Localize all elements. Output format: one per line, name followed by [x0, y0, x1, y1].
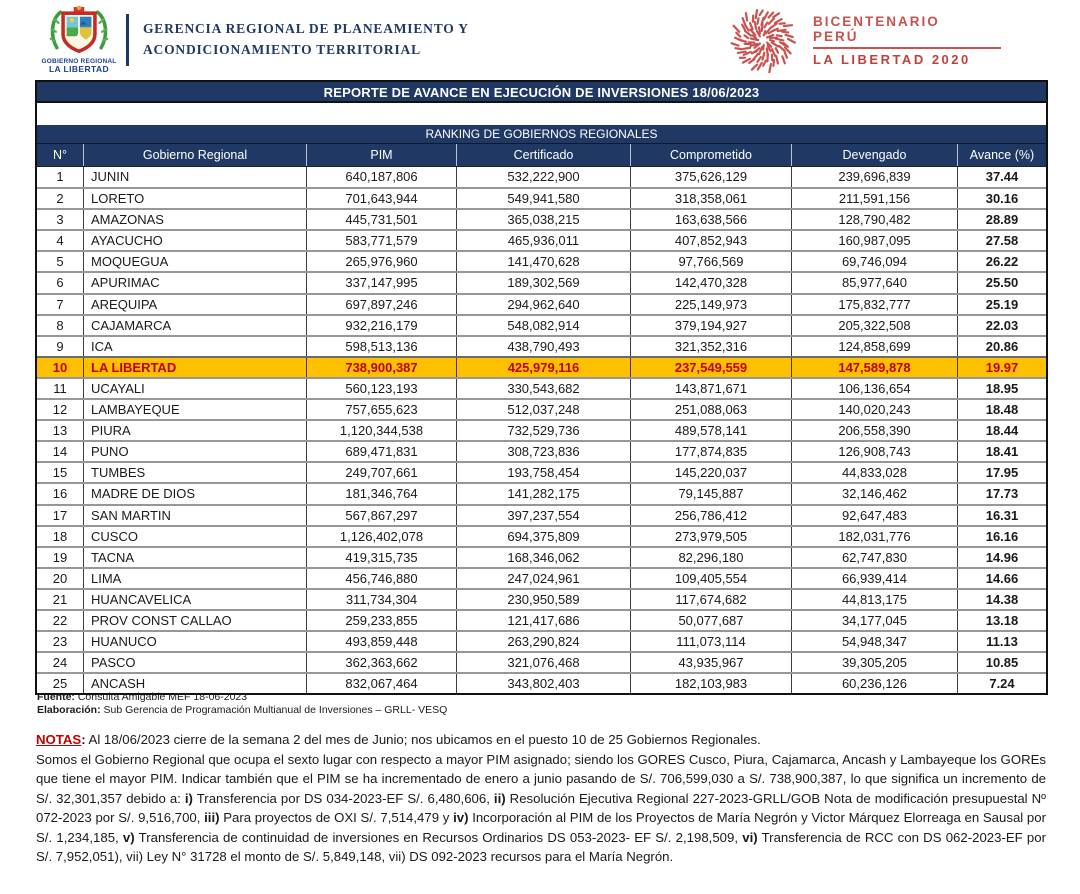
cell-certificado: 263,290,824 [456, 632, 630, 651]
column-header-3: Certificado [456, 144, 630, 166]
cell-rank: 8 [56, 317, 64, 333]
notes-text-segment: Transferencia por DS 034-2023-EF S/. 6,480,606, [192, 790, 494, 806]
cell-pim: 362,363,662 [306, 653, 456, 672]
cell-comprometido: 407,852,943 [630, 231, 791, 250]
cell-avance: 17.73 [957, 484, 1046, 503]
cell-pim: 249,707,661 [306, 463, 456, 482]
cell-region: UCAYALI [83, 379, 306, 398]
cell-pim: 697,897,246 [306, 295, 456, 314]
cell-devengado: 44,833,028 [791, 463, 957, 482]
cell-comprometido: 163,638,566 [630, 210, 791, 229]
table-row [37, 440, 1046, 461]
cell-rank: 15 [52, 465, 68, 481]
cell-avance: 14.66 [957, 569, 1046, 588]
cell-region: LA LIBERTAD [83, 358, 306, 377]
cell-comprometido: 182,103,983 [630, 674, 791, 693]
cell-devengado: 182,031,776 [791, 527, 957, 546]
cell-pim: 738,900,387 [306, 358, 456, 377]
cell-certificado: 532,222,900 [456, 167, 630, 187]
fuente-label: Fuente: [37, 691, 75, 703]
cell-rank: 2 [56, 191, 64, 207]
notes-bold-marker: iv) [453, 810, 469, 825]
column-header-5: Devengado [791, 144, 957, 166]
cell-region: PASCO [83, 653, 306, 672]
cell-region: TACNA [83, 548, 306, 567]
elaboracion-line [37, 704, 447, 717]
cell-pim: 181,346,764 [306, 484, 456, 503]
cell-rank: 12 [52, 402, 68, 418]
cell-rank: 17 [52, 507, 68, 523]
cell-certificado: 365,038,215 [456, 210, 630, 229]
table-row [37, 525, 1046, 546]
cell-region: HUANCAVELICA [83, 590, 306, 609]
cell-pim: 337,147,995 [306, 273, 456, 292]
cell-devengado: 54,948,347 [791, 632, 957, 651]
cell-comprometido: 251,088,063 [630, 400, 791, 419]
notes-line1 [36, 730, 1046, 750]
table-row [37, 630, 1046, 651]
cell-region: LORETO [83, 189, 306, 208]
cell-certificado: 193,758,454 [456, 463, 630, 482]
cell-comprometido: 273,979,505 [630, 527, 791, 546]
cell-avance: 25.19 [957, 295, 1046, 314]
column-header-6: Avance (%) [957, 144, 1046, 166]
column-header-0: N° [52, 148, 68, 162]
cell-avance: 16.16 [957, 527, 1046, 546]
cell-avance: 22.03 [957, 316, 1046, 335]
cell-region: MOQUEGUA [83, 252, 306, 271]
cell-avance: 30.16 [957, 189, 1046, 208]
notes-text-segment: Transferencia de RCC con DS 062-2023-EF por S/. 7,952,051), vii) Ley N° 31728 el monto de S/. 5,849,148, vii) DS 092-2023 recursos para el María Negrón. [36, 829, 1046, 864]
table-subtitle-bar: RANKING DE GOBIERNOS REGIONALES [37, 125, 1046, 143]
cell-region: AYACUCHO [83, 231, 306, 250]
notes-bold-marker: v) [122, 829, 135, 845]
cell-certificado: 330,543,682 [456, 379, 630, 398]
cell-region: LIMA [83, 569, 306, 588]
cell-certificado: 294,962,640 [456, 295, 630, 314]
cell-devengado: 175,832,777 [791, 295, 957, 314]
cell-comprometido: 489,578,141 [630, 421, 791, 440]
cell-rank: 25 [52, 676, 68, 692]
cell-avance: 17.95 [957, 463, 1046, 482]
cell-rank: 24 [52, 655, 68, 671]
bicentenario-text [813, 14, 1001, 67]
cell-rank: 4 [56, 233, 64, 249]
cell-pim: 493,859,448 [306, 632, 456, 651]
cell-certificado: 321,076,468 [456, 653, 630, 672]
cell-certificado: 141,282,175 [456, 484, 630, 503]
bicentenario-logo [725, 7, 1001, 73]
cell-certificado: 168,346,062 [456, 548, 630, 567]
table-body [37, 166, 1046, 693]
cell-avance: 11.13 [957, 632, 1046, 651]
table-row [37, 314, 1046, 335]
cell-comprometido: 177,874,835 [630, 442, 791, 461]
cell-avance: 18.48 [957, 400, 1046, 419]
cell-devengado: 34,177,045 [791, 611, 957, 630]
cell-certificado: 465,936,011 [456, 231, 630, 250]
cell-avance: 37.44 [957, 167, 1046, 187]
notes-line1-text: Al 18/06/2023 cierre de la semana 2 del mes de Junio; nos ubicamos en el puesto 10 de 25 Gobiernos Regionales. [85, 732, 761, 747]
cell-comprometido: 50,077,687 [630, 611, 791, 630]
cell-pim: 560,123,193 [306, 379, 456, 398]
cell-certificado: 549,941,580 [456, 189, 630, 208]
cell-avance: 18.44 [957, 421, 1046, 440]
cell-devengado: 106,136,654 [791, 379, 957, 398]
table-row [37, 271, 1046, 292]
cell-devengado: 39,305,205 [791, 653, 957, 672]
cell-region: PUNO [83, 442, 306, 461]
cell-comprometido: 143,871,671 [630, 379, 791, 398]
cell-comprometido: 318,358,061 [630, 189, 791, 208]
report-title-bar: REPORTE DE AVANCE EN EJECUCIÓN DE INVERSIONES 18/06/2023 [37, 82, 1046, 103]
cell-rank: 5 [56, 254, 64, 270]
coat-of-arms-icon [48, 5, 110, 55]
cell-comprometido: 375,626,129 [630, 167, 791, 187]
cell-pim: 757,655,623 [306, 400, 456, 419]
cell-comprometido: 43,935,967 [630, 653, 791, 672]
cell-avance: 10.85 [957, 653, 1046, 672]
cell-rank: 10 [52, 359, 68, 375]
cell-rank: 14 [52, 444, 68, 460]
cell-region: CAJAMARCA [83, 316, 306, 335]
cell-certificado: 397,237,554 [456, 506, 630, 525]
cell-avance: 20.86 [957, 337, 1046, 356]
cell-region: AREQUIPA [83, 295, 306, 314]
cell-region: PIURA [83, 421, 306, 440]
table-row [37, 208, 1046, 229]
cell-pim: 445,731,501 [306, 210, 456, 229]
notes-label-colon: : [81, 732, 86, 747]
cell-pim: 598,513,136 [306, 337, 456, 356]
cell-rank: 9 [56, 338, 64, 354]
bicentenario-line2: PERÚ [813, 28, 859, 44]
cell-pim: 265,976,960 [306, 252, 456, 271]
cell-rank: 21 [52, 591, 68, 607]
cell-devengado: 60,236,126 [791, 674, 957, 693]
cell-pim: 583,771,579 [306, 231, 456, 250]
org-title [143, 19, 469, 61]
cell-rank: 1 [56, 169, 64, 184]
crest-caption-line2: LA LIBERTAD [48, 64, 110, 75]
cell-devengado: 128,790,482 [791, 210, 957, 229]
cell-devengado: 140,020,243 [791, 400, 957, 419]
table-row [37, 398, 1046, 419]
cell-comprometido: 321,352,316 [630, 337, 791, 356]
cell-avance: 27.58 [957, 231, 1046, 250]
table-row [37, 419, 1046, 440]
cell-devengado: 69,746,094 [791, 252, 957, 271]
cell-comprometido: 82,296,180 [630, 548, 791, 567]
cell-region: TUMBES [83, 463, 306, 482]
cell-region: LAMBAYEQUE [83, 400, 306, 419]
cell-avance: 26.22 [957, 252, 1046, 271]
cell-comprometido: 379,194,927 [630, 316, 791, 335]
cell-devengado: 147,589,878 [791, 358, 957, 377]
regional-government-crest [38, 5, 120, 74]
cell-rank: 11 [53, 380, 67, 396]
cell-pim: 259,233,855 [306, 611, 456, 630]
cell-rank: 6 [56, 275, 64, 291]
cell-certificado: 121,417,686 [456, 611, 630, 630]
cell-devengado: 44,813,175 [791, 590, 957, 609]
cell-pim: 701,643,944 [306, 189, 456, 208]
cell-region: SAN MARTIN [83, 506, 306, 525]
cell-rank: 18 [52, 528, 68, 544]
cell-region: CUSCO [83, 527, 306, 546]
cell-region: ICA [83, 337, 306, 356]
cell-rank: 22 [52, 612, 68, 628]
cell-pim: 567,867,297 [306, 506, 456, 525]
cell-rank: 23 [52, 634, 68, 650]
column-header-2: PIM [306, 144, 456, 166]
cell-devengado: 85,977,640 [791, 273, 957, 292]
fuente-line [37, 691, 447, 704]
cell-comprometido: 117,674,682 [630, 590, 791, 609]
cell-avance: 13.18 [957, 611, 1046, 630]
cell-comprometido: 79,145,887 [630, 484, 791, 503]
cell-comprometido: 237,549,559 [630, 358, 791, 377]
table-row [37, 166, 1046, 187]
cell-comprometido: 109,405,554 [630, 569, 791, 588]
cell-comprometido: 225,149,973 [630, 295, 791, 314]
cell-avance: 28.89 [957, 210, 1046, 229]
notes-text-segment: Resolución Ejecutiva Regional 227-2023-GRLL/GOB Nota de modificación presupuestal Nº 072-2023 por S/. 9,516,700, [36, 790, 1046, 825]
page-header [38, 6, 1043, 74]
cell-devengado: 126,908,743 [791, 442, 957, 461]
title-spacer [37, 103, 1046, 125]
elaboracion-text: Sub Gerencia de Programación Multianual de Inversiones – GRLL- VESQ [100, 704, 448, 716]
column-header-1: Gobierno Regional [83, 144, 306, 166]
cell-region: HUANUCO [83, 632, 306, 651]
cell-region: ANCASH [83, 674, 306, 693]
source-block [37, 691, 447, 717]
cell-avance: 18.41 [957, 442, 1046, 461]
notes-bold-marker: iii) [204, 810, 220, 825]
table-row [37, 187, 1046, 208]
cell-certificado: 694,375,809 [456, 527, 630, 546]
cell-rank: 19 [52, 549, 68, 565]
cell-pim: 1,120,344,538 [306, 421, 456, 440]
table-header-row [37, 143, 1046, 166]
cell-pim: 832,067,464 [306, 674, 456, 693]
bicentenario-spiral-icon [725, 7, 801, 73]
bicentenario-line1: BICENTENARIO [813, 13, 940, 29]
cell-region: MADRE DE DIOS [83, 484, 306, 503]
cell-comprometido: 97,766,569 [630, 252, 791, 271]
cell-devengado: 32,146,462 [791, 484, 957, 503]
cell-pim: 932,216,179 [306, 316, 456, 335]
cell-avance: 19.97 [957, 358, 1046, 377]
cell-certificado: 425,979,116 [456, 358, 630, 377]
cell-avance: 18.95 [957, 379, 1046, 398]
cell-rank: 3 [56, 212, 64, 228]
notes-block [36, 730, 1046, 867]
bicentenario-line3: LA LIBERTAD 2020 [813, 51, 971, 67]
investment-report-table [35, 80, 1048, 695]
table-row [37, 482, 1046, 503]
elaboracion-label: Elaboración: [37, 704, 101, 716]
cell-avance: 16.31 [957, 506, 1046, 525]
cell-certificado: 189,302,569 [456, 273, 630, 292]
cell-devengado: 160,987,095 [791, 231, 957, 250]
cell-certificado: 308,723,836 [456, 442, 630, 461]
cell-avance: 14.38 [957, 590, 1046, 609]
cell-avance: 7.24 [957, 674, 1046, 693]
notes-text-segment: Transferencia de continuidad de inversiones en Recursos Ordinarios DS 053-2023- EF S/. 2,198,509, [134, 829, 743, 845]
cell-rank: 20 [52, 570, 68, 586]
table-row [37, 229, 1046, 250]
notes-text-segment: Somos el Gobierno Regional que ocupa el sexto lugar con respecto a mayor PIM asignado; siendo los GORES Cusco, Piura, Cajamarca, Ancash y Lambayeque los GOREs que tiene el mayor PIM. Indicar también que el PIM se ha incrementado de enero a junio pasando de S/. 706,599,030 a S/. 738,900,387, lo que significa un incremento de S/. 32,301,357 debido a: [36, 751, 1046, 806]
notes-text-segment: Para proyectos de OXI S/. 7,514,479 y [219, 810, 454, 825]
table-row [37, 609, 1046, 630]
crest-caption [38, 58, 120, 74]
cell-comprometido: 111,073,114 [630, 632, 791, 651]
table-row [37, 504, 1046, 525]
cell-rank: 16 [52, 486, 68, 502]
cell-devengado: 62,747,830 [791, 548, 957, 567]
cell-rank: 13 [52, 423, 68, 439]
crest-caption-line1: GOBIERNO REGIONAL [41, 58, 117, 66]
cell-devengado: 239,696,839 [791, 167, 957, 187]
cell-comprometido: 256,786,412 [630, 506, 791, 525]
cell-certificado: 732,529,736 [456, 421, 630, 440]
notes-text-segment: Incorporación al PIM de los Proyectos de María Negrón y Victor Márquez Elorreaga en Sausal por S/. 1,234,185, [36, 810, 1046, 845]
cell-pim: 689,471,831 [306, 442, 456, 461]
cell-devengado: 205,322,508 [791, 316, 957, 335]
org-title-line2: ACONDICIONAMIENTO TERRITORIAL [143, 42, 421, 57]
fuente-text: Consulta Amigable MEF 18-06-2023 [74, 691, 248, 703]
cell-certificado: 230,950,589 [456, 590, 630, 609]
table-row [37, 651, 1046, 672]
table-row-highlighted [37, 356, 1046, 377]
table-row [37, 588, 1046, 609]
notes-paragraph2 [36, 750, 1046, 867]
cell-pim: 311,734,304 [306, 590, 456, 609]
notes-bold-marker: i) [184, 790, 193, 806]
table-row [37, 546, 1046, 567]
bicentenario-rule [813, 47, 1001, 49]
cell-certificado: 141,470,628 [456, 252, 630, 271]
cell-pim: 1,126,402,078 [306, 527, 456, 546]
cell-comprometido: 145,220,037 [630, 463, 791, 482]
cell-pim: 640,187,806 [306, 167, 456, 187]
cell-pim: 419,315,735 [306, 548, 456, 567]
notes-bold-marker: ii) [493, 790, 506, 806]
cell-certificado: 343,802,403 [456, 674, 630, 693]
cell-devengado: 211,591,156 [791, 189, 957, 208]
table-row [37, 335, 1046, 356]
header-divider [126, 14, 129, 66]
cell-devengado: 66,939,414 [791, 569, 957, 588]
cell-pim: 456,746,880 [306, 569, 456, 588]
cell-certificado: 247,024,961 [456, 569, 630, 588]
cell-region: APURIMAC [83, 273, 306, 292]
cell-certificado: 512,037,248 [456, 400, 630, 419]
cell-avance: 25.50 [957, 273, 1046, 292]
table-row [37, 567, 1046, 588]
org-title-line1: GERENCIA REGIONAL DE PLANEAMIENTO Y [143, 21, 469, 37]
cell-devengado: 206,558,390 [791, 421, 957, 440]
cell-region: AMAZONAS [83, 210, 306, 229]
table-row [37, 461, 1046, 482]
notes-bold-marker: vi) [742, 829, 758, 845]
cell-devengado: 124,858,699 [791, 337, 957, 356]
table-row [37, 250, 1046, 271]
cell-certificado: 438,790,493 [456, 337, 630, 356]
cell-region: JUNIN [83, 167, 306, 187]
cell-region: PROV CONST CALLAO [83, 611, 306, 630]
notes-label: NOTAS [36, 732, 82, 747]
cell-certificado: 548,082,914 [456, 316, 630, 335]
cell-rank: 7 [56, 296, 64, 312]
column-header-4: Comprometido [630, 144, 791, 166]
cell-comprometido: 142,470,328 [630, 273, 791, 292]
cell-avance: 14.96 [957, 548, 1046, 567]
cell-devengado: 92,647,483 [791, 506, 957, 525]
table-row [37, 377, 1046, 398]
table-row [37, 293, 1046, 314]
